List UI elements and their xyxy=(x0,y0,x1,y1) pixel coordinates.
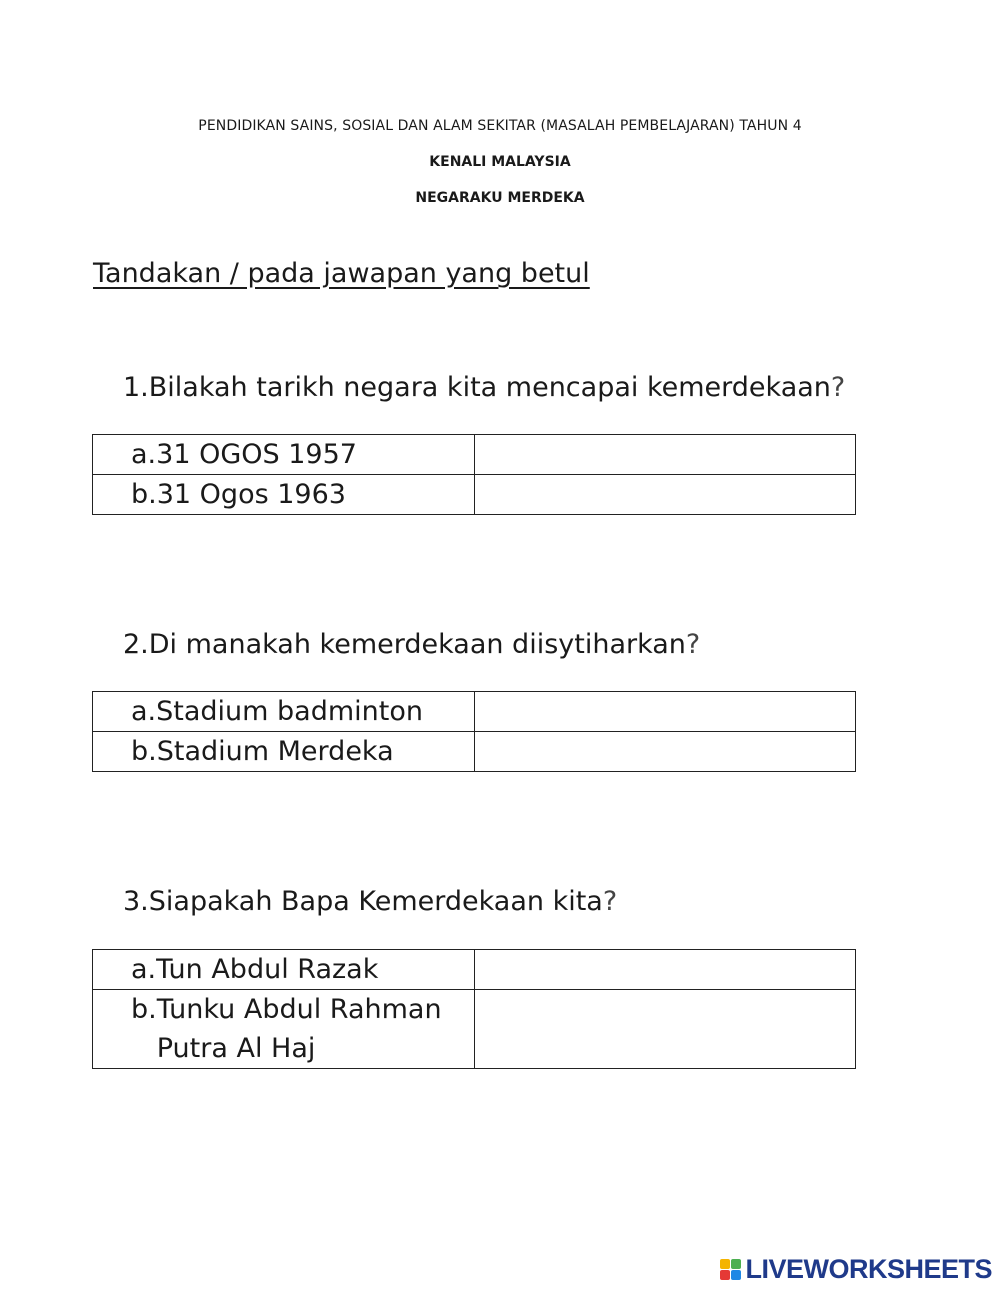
document-subtopic: NEGARAKU MERDEKA xyxy=(415,190,585,206)
question-2-mark: ? xyxy=(685,629,701,660)
option-row xyxy=(93,732,856,772)
option-letter: a. xyxy=(131,696,157,727)
option-text: 31 Ogos 1963 xyxy=(156,479,346,510)
answer-tick-box[interactable] xyxy=(475,732,856,772)
logo-square-blue xyxy=(731,1270,741,1280)
option-row xyxy=(93,950,856,990)
answer-table-1 xyxy=(92,434,856,515)
answer-tick-box[interactable] xyxy=(475,692,856,732)
answer-table-2 xyxy=(92,691,856,772)
option-text: Stadium badminton xyxy=(156,696,424,727)
answer-tick-box[interactable] xyxy=(475,475,856,515)
question-1-text: 1.Bilakah tarikh negara kita mencapai kemerdekaan xyxy=(123,372,831,403)
option-text: 31 OGOS 1957 xyxy=(156,439,357,470)
answer-tick-box[interactable] xyxy=(475,990,856,1069)
answer-table-3 xyxy=(92,949,856,1069)
brand-name: LIVEWORKSHEETS xyxy=(745,1254,992,1284)
option-text: Stadium Merdeka xyxy=(156,736,394,767)
option-label-cell xyxy=(93,692,475,732)
liveworksheets-brand[interactable] xyxy=(720,1254,992,1285)
option-label-cell xyxy=(93,990,475,1069)
option-text: Tun Abdul Razak xyxy=(156,954,379,985)
document-subject: PENDIDIKAN SAINS, SOSIAL DAN ALAM SEKITAR (MASALAH PEMBELAJARAN) TAHUN 4 xyxy=(198,118,802,134)
option-label-cell xyxy=(93,475,475,515)
question-1-mark: ? xyxy=(830,372,846,403)
question-3-text: 3.Siapakah Bapa Kemerdekaan kita xyxy=(123,886,603,917)
answer-tick-box[interactable] xyxy=(475,435,856,475)
option-letter: b. xyxy=(131,994,157,1025)
question-3-mark: ? xyxy=(602,886,618,917)
option-letter: a. xyxy=(131,439,157,470)
option-label-cell xyxy=(93,732,475,772)
option-row xyxy=(93,990,856,1069)
document-topic: KENALI MALAYSIA xyxy=(429,154,571,170)
option-letter: b. xyxy=(131,736,157,767)
option-label-cell xyxy=(93,950,475,990)
question-3 xyxy=(123,886,617,917)
option-row xyxy=(93,435,856,475)
logo-square-green xyxy=(731,1259,741,1269)
liveworksheets-logo-icon xyxy=(720,1259,741,1280)
logo-square-red xyxy=(720,1270,730,1280)
question-1 xyxy=(123,372,845,403)
question-2-text: 2.Di manakah kemerdekaan diisytiharkan xyxy=(123,629,686,660)
option-text: Tunku Abdul Rahman Putra Al Haj xyxy=(156,994,442,1064)
answer-tick-box[interactable] xyxy=(475,950,856,990)
question-2 xyxy=(123,629,700,660)
option-row xyxy=(93,475,856,515)
option-row xyxy=(93,692,856,732)
instruction-text: Tandakan / pada jawapan yang betul xyxy=(93,258,590,289)
logo-square-yellow xyxy=(720,1259,730,1269)
option-label-cell xyxy=(93,435,475,475)
option-letter: a. xyxy=(131,954,157,985)
option-letter: b. xyxy=(131,479,157,510)
